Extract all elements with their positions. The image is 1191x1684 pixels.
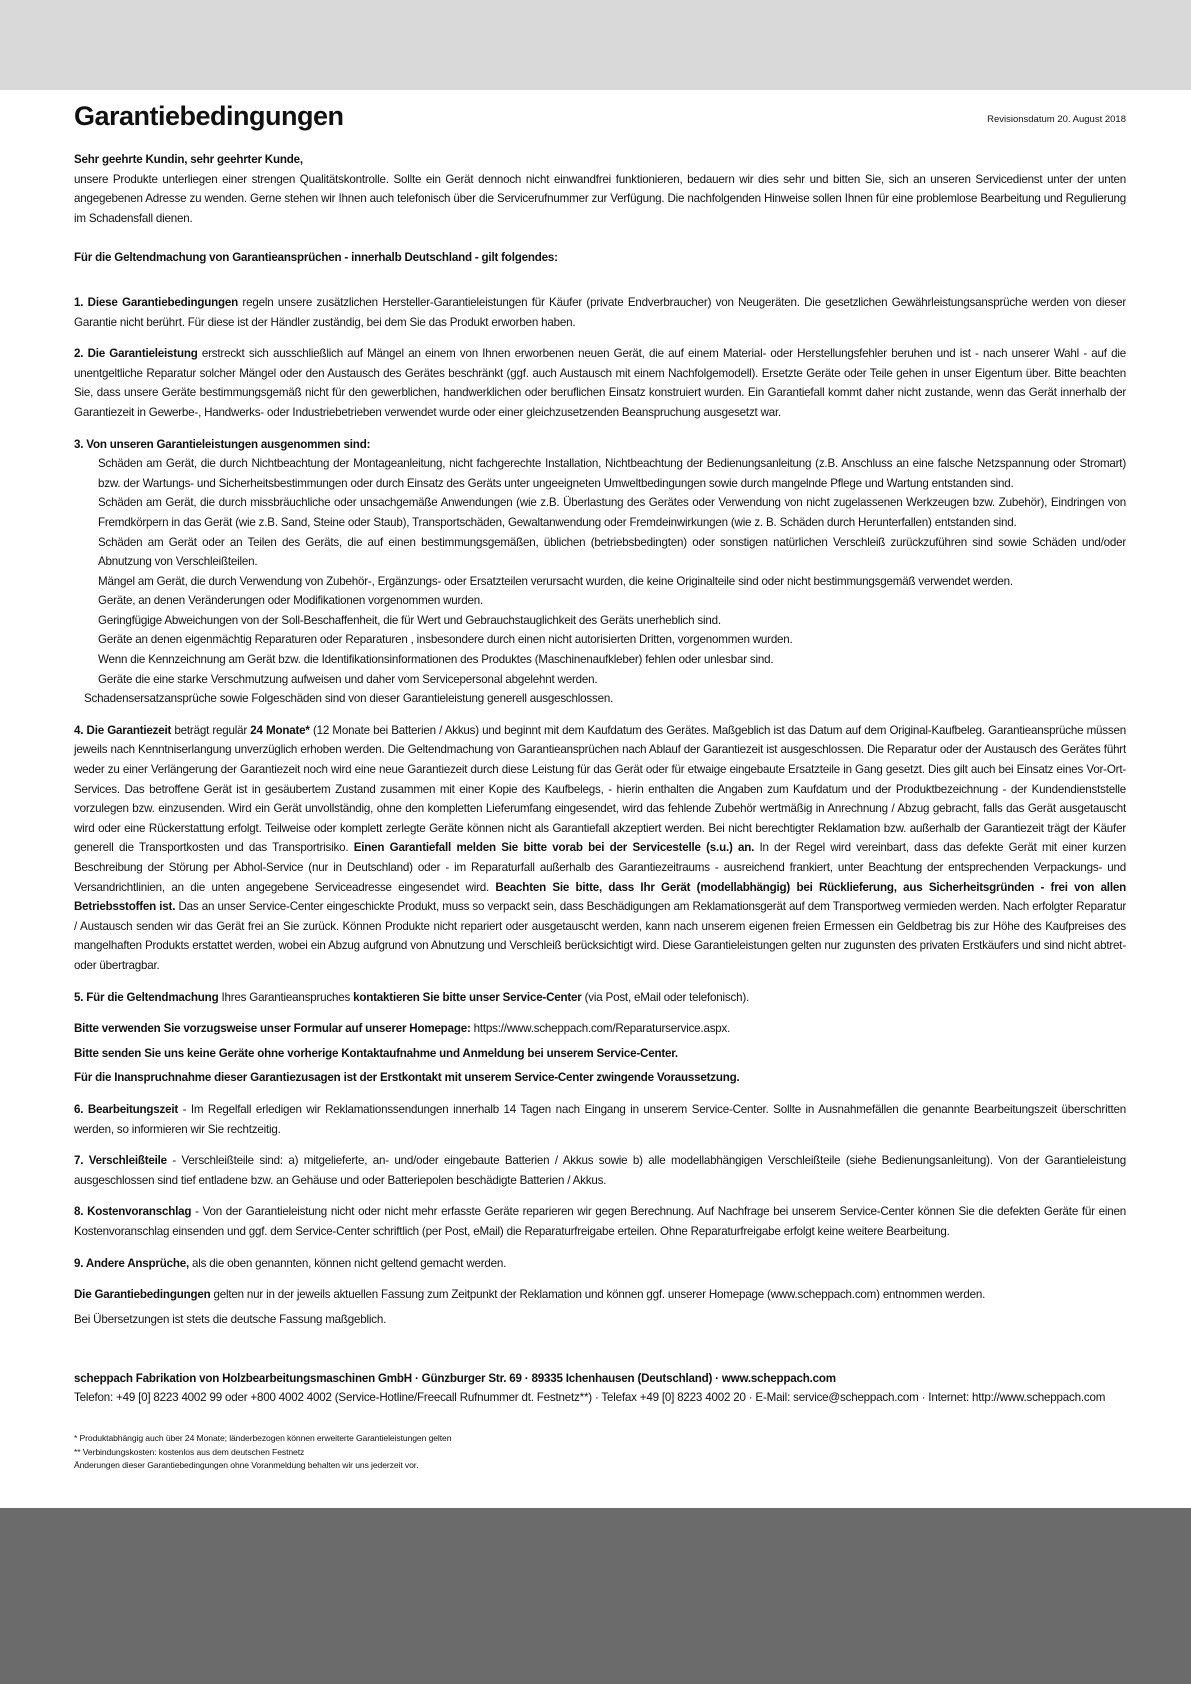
section-3-tail: Schadensersatzansprüche sowie Folgeschäden sind von dieser Garantieleistung generell ausgeschlossen. — [84, 692, 614, 706]
section-2-lead: 2. Die Garantieleistung — [74, 347, 198, 361]
section-5-bold: kontaktieren Sie bitte unser Service-Center — [353, 990, 582, 1004]
footnotes — [74, 1432, 974, 1473]
section-6 — [74, 1100, 1126, 1139]
section-8 — [74, 1202, 1126, 1241]
section-4-text-2: (12 Monate bei Batterien / Akkus) und beginnt mit dem Kaufdatum des Gerätes. Maßgeblich ist das Datum auf dem Original-Kaufbeleg. Garantieansprüche müssen jeweils nach Kenntniserlangung unverzüglich erhoben werden. Die Geltendmachung von Garantieansprüchen nach Ablauf der Garantiezeit ist ausgeschlossen. Die Reparatur oder der Austausch des Gerätes führt weder zu einer Verlängerung der Garantiezeit noch wird eine neue Garantiezeit durch diese Leistung für das Gerät oder für etwaige eingebaute Ersatzteile in Gang gesetzt. Dies gilt auch bei Einsatz eines Vor-Ort-Services. Das betroffene Gerät ist in gesäubertem Zustand zusammen mit einer Kopie des Kaufbelegs, - hierin enthalten die Angaben zum Kaufdatum und der Produktbezeichnung - der Kundendienststelle vorzulegen bzw. einzusenden. Wird ein Gerät unvollständig, ohne den kompletten Lieferumfang eingesendet, wird das fehlende Zubehör wertmäßig in Anrechnung / Abzug gebracht, falls das Gerät ausgetauscht wird oder eine Rückerstattung erfolgt. Teilweise oder komplett zerlegte Geräte können nicht als Garantiefall akzeptiert werden. Bei nicht berechtigter Reklamation bzw. außerhalb der Garantiezeit trägt der Käufer generell die Transportkosten und das Transportrisiko. — [74, 723, 1126, 855]
section-headline: Für die Geltendmachung von Garantieansprüchen - innerhalb Deutschland - gilt folgendes: — [74, 251, 558, 265]
footnote: ** Verbindungskosten: kostenlos aus dem deutschen Festnetz — [74, 1446, 305, 1457]
closing-lead: Die Garantiebedingungen — [74, 1288, 211, 1302]
section-4-text-1: beträgt regulär — [171, 723, 251, 737]
exclusion-item: Schäden am Gerät, die durch Nichtbeachtung der Montageanleitung, nicht fachgerechte Installation, Nichtbeachtung der Bedienungsanleitung (z.B. Anschluss an eine falsche Netzspannung oder Stromart) bzw. der Wartungs- und Sicherheitsbestimmungen oder durch Einsatz des Geräts unter ungeeigneten Umweltbedingungen sowie durch mangelnde Pflege und Wartung entstanden sind. — [98, 457, 1126, 490]
revision-date: Revisionsdatum 20. August 2018 — [987, 114, 1126, 125]
exclusion-list — [74, 454, 1126, 689]
intro-text: unsere Produkte unterliegen einer strengen Qualitätskontrolle. Sollte ein Gerät dennoch nicht einwandfrei funktionieren, bedauern wir dies sehr und bitten Sie, sich an unseren Servicedienst unter der unten angegebenen Adresse zu wenden. Gerne stehen wir Ihnen auch telefonisch über die Servicerufnummer zur Verfügung. Die nachfolgenden Hinweise sollen Ihnen für eine problemlose Bearbeitung und Regulierung im Schadensfall dienen. — [74, 172, 1126, 225]
company-address: scheppach Fabrikation von Holzbearbeitungsmaschinen GmbH · Günzburger Str. 69 · 89335 Ichenhausen (Deutschland) · www.scheppach.com — [74, 1372, 836, 1385]
footnote: * Produktabhängig auch über 24 Monate; länderbezogen können erweiterte Garantieleistungen gelten — [74, 1433, 452, 1443]
section-5-text-1: Ihres Garantieanspruches — [218, 990, 354, 1004]
section-9-lead: 9. Andere Ansprüche, — [74, 1256, 189, 1270]
section-6-text: - Im Regelfall erledigen wir Reklamationssendungen innerhalb 14 Tagen nach Eingang in unserem Service-Center. Sollte in Ausnahmefällen die genannte Bearbeitungszeit überschritten werden, so informieren wir Sie rechtzeitig. — [74, 1102, 1126, 1136]
section-2-text: erstreckt sich ausschließlich auf Mängel an einem von Ihnen erworbenen neuen Gerät, die auf einem Material- oder Herstellungsfehler beruhen und ist - nach unserer Wahl - auf die unentgeltliche Reparatur solcher Mängel oder den Austausch des Gerätes beschränkt (ggf. auch Austausch mit einem Nachfolgemodell). Ersetzte Geräte oder Teile gehen in unser Eigentum über. Bitte beachten Sie, dass unsere Geräte bestimmungsgemäß nicht für den gewerblichen, handwerklichen oder beruflichen Einsatz konstruiert wurden. Ein Garantiefall kommt daher nicht zustande, wenn das Gerät innerhalb der Garantiezeit in Gewerbe-, Handwerks- oder Industriebetrieben verwendet wurde oder einer gleichzusetzenden Beanspruchung ausgesetzt war. — [74, 347, 1126, 419]
exclusion-item: Geräte an denen eigenmächtig Reparaturen oder Reparaturen , insbesondere durch einen nicht autorisierten Dritten, vorgenommen wurden. — [98, 633, 793, 647]
section-5-lead: 5. Für die Geltendmachung — [74, 990, 219, 1004]
service-form-url[interactable]: https://www.scheppach.com/Reparaturservice.aspx. — [470, 1022, 731, 1036]
section-4 — [74, 721, 1126, 976]
section-9 — [74, 1254, 1126, 1274]
exclusion-item: Geräte, an denen Veränderungen oder Modifikationen vorgenommen wurden. — [98, 594, 483, 608]
company-footer — [74, 1369, 1134, 1407]
section-7-lead: 7. Verschleißteile — [74, 1154, 167, 1168]
bottom-gray-band — [0, 1508, 1191, 1684]
section-4-lead: 4. Die Garantiezeit — [74, 723, 172, 737]
page-title: Garantiebedingungen — [74, 101, 344, 131]
section-7 — [74, 1151, 1126, 1190]
section-7-text: - Verschleißteile sind: a) mitgelieferte, an- und/oder eingebaute Batterien / Akkus sowie b) alle modellabhängigen Verschleißteile (siehe Bedienungsanleitung). Von der Garantieleistung ausgeschlossen sind tief entladene bzw. an Gehäuse und oder Batteriepolen beschädigte Batterien / Akkus. — [74, 1154, 1126, 1187]
section-5-text-2: (via Post, eMail oder telefonisch). — [581, 990, 750, 1004]
greeting: Sehr geehrte Kundin, sehr geehrter Kunde, — [74, 153, 303, 166]
exclusion-item: Schäden am Gerät oder an Teilen des Geräts, die auf einen bestimmungsgemäßen, üblichen (betriebsbedingten) oder sonstigen natürlichen Verschleiß zurückzuführen sind sowie Schäden und/oder Abnutzung von Verschleißteilen. — [98, 535, 1126, 569]
warranty-body — [74, 150, 1126, 1329]
exclusion-item: Geringfügige Abweichungen von der Soll-Beschaffenheit, die für Wert und Gebrauchstauglichkeit des Geräts unerheblich sind. — [98, 613, 721, 627]
service-form-line — [74, 1019, 1126, 1039]
exclusion-item: Schäden am Gerät, die durch missbräuchliche oder unsachgemäße Anwendungen (wie z.B. Überlastung des Gerätes oder Verwendung von nicht zugelassenen Werkzeugen bzw. Zubehör), Eindringen von Fremdkörpern in das Gerät (wie z.B. Sand, Steine oder Staub), Transportschäden, Gewaltanwendung oder Fremdeinwirkungen (wie z. B. Schäden durch Herunterfallen) entstanden sind. — [98, 496, 1126, 529]
company-contact: Telefon: +49 [0] 8223 4002 99 oder +800 4002 4002 (Service-Hotline/Freecall Rufnummer dt. Festnetz**) · Telefax +49 [0] 8223 4002 20 · E-Mail: service@scheppach.com · Internet: http://www.scheppach.com — [74, 1391, 1106, 1404]
top-gray-band — [0, 0, 1191, 90]
contact-notice-1: Bitte senden Sie uns keine Geräte ohne vorherige Kontaktaufnahme und Anmeldung bei unserem Service-Center. — [74, 1046, 678, 1060]
section-1-lead: 1. Diese Garantiebedingungen — [74, 295, 239, 309]
section-5 — [74, 988, 1126, 1008]
section-1 — [74, 293, 1126, 332]
section-8-text: - Von der Garantieleistung nicht oder nicht mehr erfasste Geräte reparieren wir gegen Berechnung. Auf Nachfrage bei unserem Service-Center können Sie die defekten Geräte für einen Kostenvoranschlag einsenden und ggf. dem Service-Center schriftlich (per Post, eMail) die Reparaturfreigabe erteilen. Ohne Reparaturfreigabe erfolgt keine weitere Bearbeitung. — [74, 1205, 1127, 1238]
section-2 — [74, 344, 1126, 422]
exclusion-item: Geräte die eine starke Verschmutzung aufweisen und daher vom Servicepersonal abgelehnt werden. — [98, 672, 598, 686]
section-4-text-4: Das an unser Service-Center eingeschickte Produkt, muss so verpackt sein, dass Beschädigungen am Reklamationsgerät auf dem Transportweg vermieden werden. Nach erfolgter Reparatur / Austausch senden wir das Gerät frei an Sie zurück. Können Produkte nicht repariert oder ausgetauscht werden, kann nach unserem eigenen freien Ermessen ein Geldbetrag bis zur Höhe des Kaufpreises des mangelhaften Produkts erstattet werden, wobei ein Abzug aufgrund von Abnutzung und Verschleiß berücksichtigt wird. Diese Garantieleistungen gelten nur zugunsten des privaten Erstkäufers und sind nicht abtret- oder übertragbar. — [74, 900, 1126, 972]
exclusion-item: Mängel am Gerät, die durch Verwendung von Zubehör-, Ergänzungs- oder Ersatzteilen verursacht wurden, die keine Originalteile sind oder nicht bestimmungsgemäß verwendet werden. — [98, 574, 1013, 588]
footnote: Änderungen dieser Garantiebedingungen ohne Voranmeldung behalten wir uns jederzeit vor. — [74, 1460, 419, 1470]
exclusion-item: Wenn die Kennzeichnung am Gerät bzw. die Identifikationsinformationen des Produktes (Maschinenaufkleber) fehlen oder unlesbar sind. — [98, 653, 774, 667]
section-4-bold-1: 24 Monate* — [250, 723, 310, 737]
section-3-heading: 3. Von unseren Garantieleistungen ausgenommen sind: — [74, 437, 371, 451]
section-9-text: als die oben genannten, können nicht geltend gemacht werden. — [188, 1256, 507, 1270]
closing-text: gelten nur in der jeweils aktuellen Fassung zum Zeitpunkt der Reklamation und können ggf. unserer Homepage (www.scheppach.com) entnommen werden. — [210, 1288, 986, 1302]
section-6-lead: 6. Bearbeitungszeit — [74, 1102, 179, 1116]
section-8-lead: 8. Kostenvoranschlag — [74, 1205, 192, 1219]
contact-notice-2: Für die Inanspruchnahme dieser Garantiezusagen ist der Erstkontakt mit unserem Service-Center zwingende Voraussetzung. — [74, 1071, 740, 1085]
section-4-bold-3: Beachten Sie bitte, dass Ihr Gerät (modellabhängig) bei Rücklieferung, aus Sicherheitsgründen - frei von allen Betriebsstoffen ist. — [74, 880, 1126, 914]
section-4-bold-2: Einen Garantiefall melden Sie bitte vorab bei der Servicestelle (s.u.) an. — [353, 841, 755, 855]
translation-note: Bei Übersetzungen ist stets die deutsche Fassung maßgeblich. — [74, 1312, 387, 1326]
service-form-label: Bitte verwenden Sie vorzugsweise unser Formular auf unserer Homepage: — [74, 1022, 471, 1036]
section-4-text-3: In der Regel wird vereinbart, dass das defekte Gerät mit einer kurzen Beschreibung der Störung per Abhol-Service (nur in Deutschland) oder - im Reparaturfall außerhalb des Garantiezeitraums - ausreichend frankiert, unter Beachtung der entsprechenden Verpackungs- und Versandrichtlinien, an die unten angegebene Serviceadresse eingesendet wird. — [74, 841, 1126, 894]
closing-statement — [74, 1285, 1126, 1305]
section-1-text: regeln unsere zusätzlichen Hersteller-Garantieleistungen für Käufer (private Endverbraucher) von Neugeräten. Die gesetzlichen Gewährleistungsansprüche werden von dieser Garantie nicht berührt. Für diese ist der Händler zuständig, bei dem Sie das Produkt erworben haben. — [74, 295, 1126, 329]
